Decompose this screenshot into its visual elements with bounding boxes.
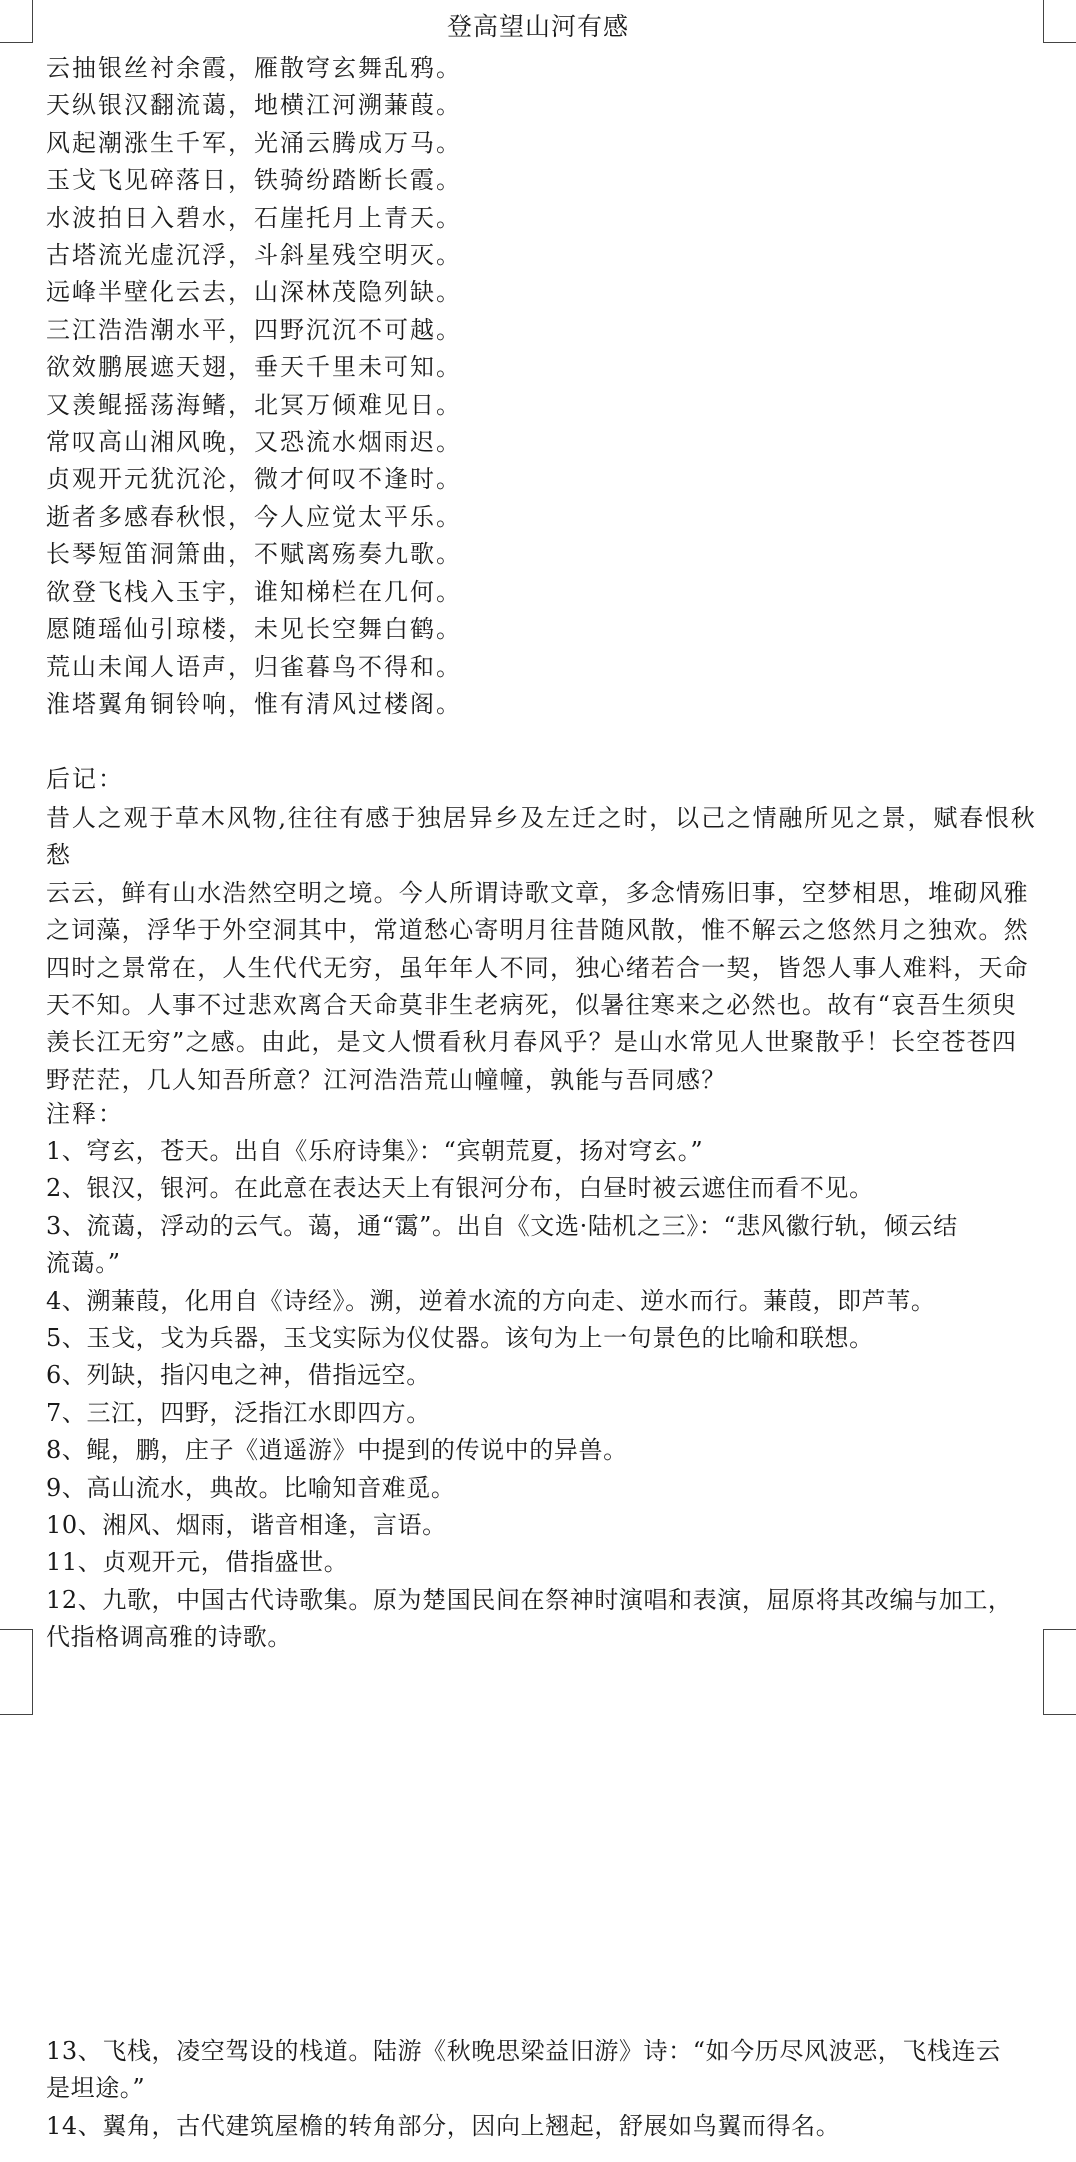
note-line: 7、三江，四野，泛指江水即四方。 bbox=[46, 1398, 431, 1427]
afterword-section bbox=[46, 760, 1036, 1099]
poem-line: 欲效鹏展遮天翅，垂天千里未可知。 bbox=[46, 353, 462, 382]
poem-line: 古塔流光虚沉浮，斗斜星残空明灭。 bbox=[46, 241, 462, 270]
afterword-line: 昔人之观于草木风物,往往有感于独居异乡及左迁之时，以己之情融所见之景，赋春恨秋愁 bbox=[46, 804, 1036, 870]
afterword-line: 四时之景常在，人生代代无穷，虽年年人不同，独心绪若合一契，皆怨人事人难料，天命 bbox=[46, 953, 1029, 982]
afterword-line: 羡长江无穷”之感。由此，是文人惯看秋月春风乎？是山水常见人世聚散乎！长空苍苍四 bbox=[46, 1028, 1018, 1057]
notes-heading: 注释： bbox=[46, 1100, 124, 1128]
note-line: 8、鲲，鹏，庄子《逍遥游》中提到的传说中的异兽。 bbox=[46, 1436, 628, 1465]
poem-line: 风起潮涨生千军，光涌云腾成万马。 bbox=[46, 128, 462, 157]
note-line: 流蔼。” bbox=[46, 1249, 121, 1278]
note-line: 是坦途。” bbox=[46, 2074, 146, 2103]
poem-line: 水波拍日入碧水，石崖托月上青天。 bbox=[46, 203, 462, 232]
poem-line: 天纵银汉翻流蔼，地横江河溯蒹葭。 bbox=[46, 91, 462, 120]
crop-mark-top-left bbox=[0, 1672, 33, 1715]
note-line: 12、九歌，中国古代诗歌集。原为楚国民间在祭神时演唱和表演，屈原将其改编与加工， bbox=[46, 1585, 1013, 1614]
poem-line: 淮塔翼角铜铃响，惟有清风过楼阁。 bbox=[46, 689, 462, 718]
notes-continued bbox=[46, 2033, 1036, 2145]
crop-mark-bottom-right bbox=[1043, 1629, 1076, 1672]
afterword-paragraph bbox=[46, 800, 1036, 1099]
notes-section bbox=[46, 1095, 1036, 1657]
note-line: 13、飞栈，凌空驾设的栈道。陆游《秋晚思梁益旧游》诗：“如今历尽风波恶，飞栈连云 bbox=[46, 2037, 1001, 2065]
poem-line: 三江浩浩潮水平，四野沉沉不可越。 bbox=[46, 315, 462, 344]
poem-line: 长琴短笛洞箫曲，不赋离殇奏九歌。 bbox=[46, 540, 462, 569]
note-line: 1、穹玄，苍天。出自《乐府诗集》：“宾朝荒夏，扬对穹玄。” bbox=[46, 1137, 704, 1165]
poem-line: 常叹高山湘风晚，又恐流水烟雨迟。 bbox=[46, 428, 462, 457]
poem-line: 贞观开元犹沉沦，微才何叹不逢时。 bbox=[46, 465, 462, 494]
note-line: 11、贞观开元，借指盛世。 bbox=[46, 1548, 349, 1577]
note-line: 3、流蔼，浮动的云气。蔼，通“霭”。出自《文选·陆机之三》：“悲风徽行轨，倾云结 bbox=[46, 1211, 958, 1240]
note-line: 9、高山流水，典故。比喻知音难觅。 bbox=[46, 1473, 456, 1502]
document-page-2 bbox=[0, 1672, 1076, 2162]
note-line: 14、翼角，古代建筑屋檐的转角部分，因向上翘起，舒展如鸟翼而得名。 bbox=[46, 2111, 841, 2140]
poem-line: 荒山未闻人语声，归雀暮鸟不得和。 bbox=[46, 652, 462, 681]
note-line: 5、玉戈，戈为兵器，玉戈实际为仪仗器。该句为上一句景色的比喻和联想。 bbox=[46, 1324, 874, 1353]
poem-line: 愿随瑶仙引琼楼，未见长空舞白鹤。 bbox=[46, 615, 462, 644]
note-line: 代指格调高雅的诗歌。 bbox=[46, 1623, 292, 1652]
afterword-line: 天不知。人事不过悲欢离合天命莫非生老病死，似暑往寒来之必然也。故有“哀吾生须臾 bbox=[46, 991, 1018, 1020]
poem-line: 欲登飞栈入玉宇，谁知梯栏在几何。 bbox=[46, 577, 462, 606]
afterword-heading: 后记： bbox=[46, 765, 124, 793]
crop-mark-top-right bbox=[1043, 1672, 1076, 1715]
afterword-line: 之词藻，浮华于外空洞其中，常道愁心寄明月往昔随风散，惟不解云之悠然月之独欢。然 bbox=[46, 916, 1029, 945]
poem-line: 玉戈飞见碎落日，铁骑纷踏断长霞。 bbox=[46, 166, 462, 195]
afterword-line: 云云，鲜有山水浩然空明之境。今人所谓诗歌文章，多念情殇旧事，空梦相思，堆砌风雅 bbox=[46, 878, 1029, 907]
document-title: 登高望山河有感 bbox=[446, 12, 629, 41]
note-line: 6、列缺，指闪电之神，借指远空。 bbox=[46, 1361, 431, 1390]
note-line: 4、溯蒹葭，化用自《诗经》。溯，逆着水流的方向走、逆水而行。蒹葭，即芦苇。 bbox=[46, 1286, 936, 1315]
note-line: 2、银汉，银河。在此意在表达天上有银河分布，白昼时被云遮住而看不见。 bbox=[46, 1174, 874, 1203]
poem-line: 又羡鲲摇荡海鳍，北冥万倾难见日。 bbox=[46, 390, 462, 419]
poem-line: 云抽银丝衬余霞，雁散穹玄舞乱鸦。 bbox=[46, 54, 462, 82]
poem-line: 逝者多感春秋恨，今人应觉太平乐。 bbox=[46, 502, 462, 531]
afterword-line: 野茫茫，几人知吾所意？江河浩浩荒山幢幢，孰能与吾同感？ bbox=[46, 1065, 727, 1094]
crop-mark-bottom-left bbox=[0, 1629, 33, 1672]
poem-body bbox=[46, 50, 1036, 723]
poem-line: 远峰半壁化云去，山深林茂隐列缺。 bbox=[46, 278, 462, 307]
note-line: 10、湘风、烟雨，谐音相逢，言语。 bbox=[46, 1511, 447, 1540]
